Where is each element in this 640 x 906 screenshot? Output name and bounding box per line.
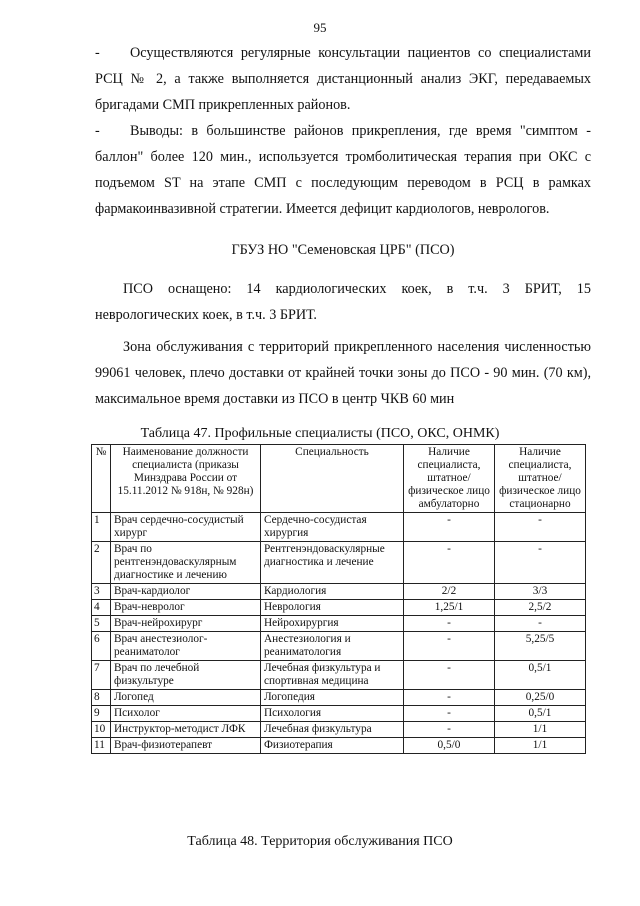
table-row: 6 Врач анестезиолог-реаниматолог Анестезиология и реаниматология - 5,25/5 [92, 632, 586, 661]
table48-caption: Таблица 48. Территория обслуживания ПСО [187, 834, 453, 849]
bullet-list [95, 40, 591, 222]
bullet-item: - Осуществляются регулярные консультации пациентов со специалистами РСЦ № 2, а также выполняется дистанционный анализ ЭКГ, передаваемых бригадами СМП прикрепленных районов. [95, 45, 591, 113]
bullet-item: - Выводы: в большинстве районов прикрепления, где время "симптом - баллон" более 120 мин., используется тромболитическая терапия при ОКС с подъемом ST на этапе СМП с последующим переводом в РСЦ в рамках фармакоинвазивной стратегии. Имеется дефицит кардиологов, неврологов. [95, 123, 591, 217]
table-row: 1 Врач сердечно-сосудистый хирург Сердечно-сосудистая хирургия - - [92, 513, 586, 542]
table-row: 3 Врач-кардиолог Кардиология 2/2 3/3 [92, 584, 586, 600]
header-specialty: Специальность [261, 445, 404, 513]
header-num: № [92, 445, 111, 513]
header-inpatient: Наличие специалиста, штатное/физическое лицо стационарно [495, 445, 586, 513]
bullet-text: Осуществляются регулярные консультации пациентов со специалистами РСЦ № 2, а также выполняется дистанционный анализ ЭКГ, передаваемых бригадами СМП прикрепленных районов. [95, 45, 591, 113]
table-row: 8 Логопед Логопедия - 0,25/0 [92, 690, 586, 706]
paragraph-service-zone: Зона обслуживания с территорий прикрепленного населения численностью 99061 человек, плечо доставки от крайней точки зоны до ПСО - 90 мин. (70 км), максимальное время доставки из ПСО в центр ЧКВ 60 мин [95, 339, 591, 407]
header-position: Наименование должности специалиста (приказы Минздрава России от 15.11.2012 № 918н, № 928н) [111, 445, 261, 513]
table-row: 4 Врач-невролог Неврология 1,25/1 2,5/2 [92, 600, 586, 616]
section-heading: ГБУЗ НО "Семеновская ЦРБ" (ПСО) [231, 242, 455, 258]
table47-caption: Таблица 47. Профильные специалисты (ПСО, ОКС, ОНМК) [140, 426, 500, 441]
table-row: 2 Врач по рентгенэндоваскулярным диагностике и лечению Рентгенэндоваскулярные диагностика и лечение - - [92, 542, 586, 584]
table-row: 10 Инструктор-методист ЛФК Лечебная физкультура - 1/1 [92, 722, 586, 738]
section [95, 237, 591, 263]
table-body [92, 513, 586, 754]
table-row: 7 Врач по лечебной физкультуре Лечебная физкультура и спортивная медицина - 0,5/1 [92, 661, 586, 690]
bullet-text: Выводы: в большинстве районов прикрепления, где время "симптом - баллон" более 120 мин., используется тромболитическая терапия при ОКС с подъемом ST на этапе СМП с последующим переводом в РСЦ в рамках фармакоинвазивной стратегии. Имеется дефицит кардиологов, неврологов. [95, 123, 591, 217]
table-header-row [92, 445, 586, 513]
table-row: 5 Врач-нейрохирург Нейрохирургия - - [92, 616, 586, 632]
table-row: 11 Врач-физиотерапевт Физиотерапия 0,5/0 1/1 [92, 738, 586, 754]
specialists-table [91, 444, 586, 754]
page-number: 95 [313, 20, 327, 35]
table-row: 9 Психолог Психология - 0,5/1 [92, 706, 586, 722]
paragraph-beds: ПСО оснащено: 14 кардиологических коек, в т.ч. 3 БРИТ, 15 неврологических коек, в т.ч. 3 БРИТ. [95, 281, 591, 323]
header-outpatient: Наличие специалиста, штатное/физическое лицо амбулаторно [404, 445, 495, 513]
paragraphs [95, 276, 591, 412]
